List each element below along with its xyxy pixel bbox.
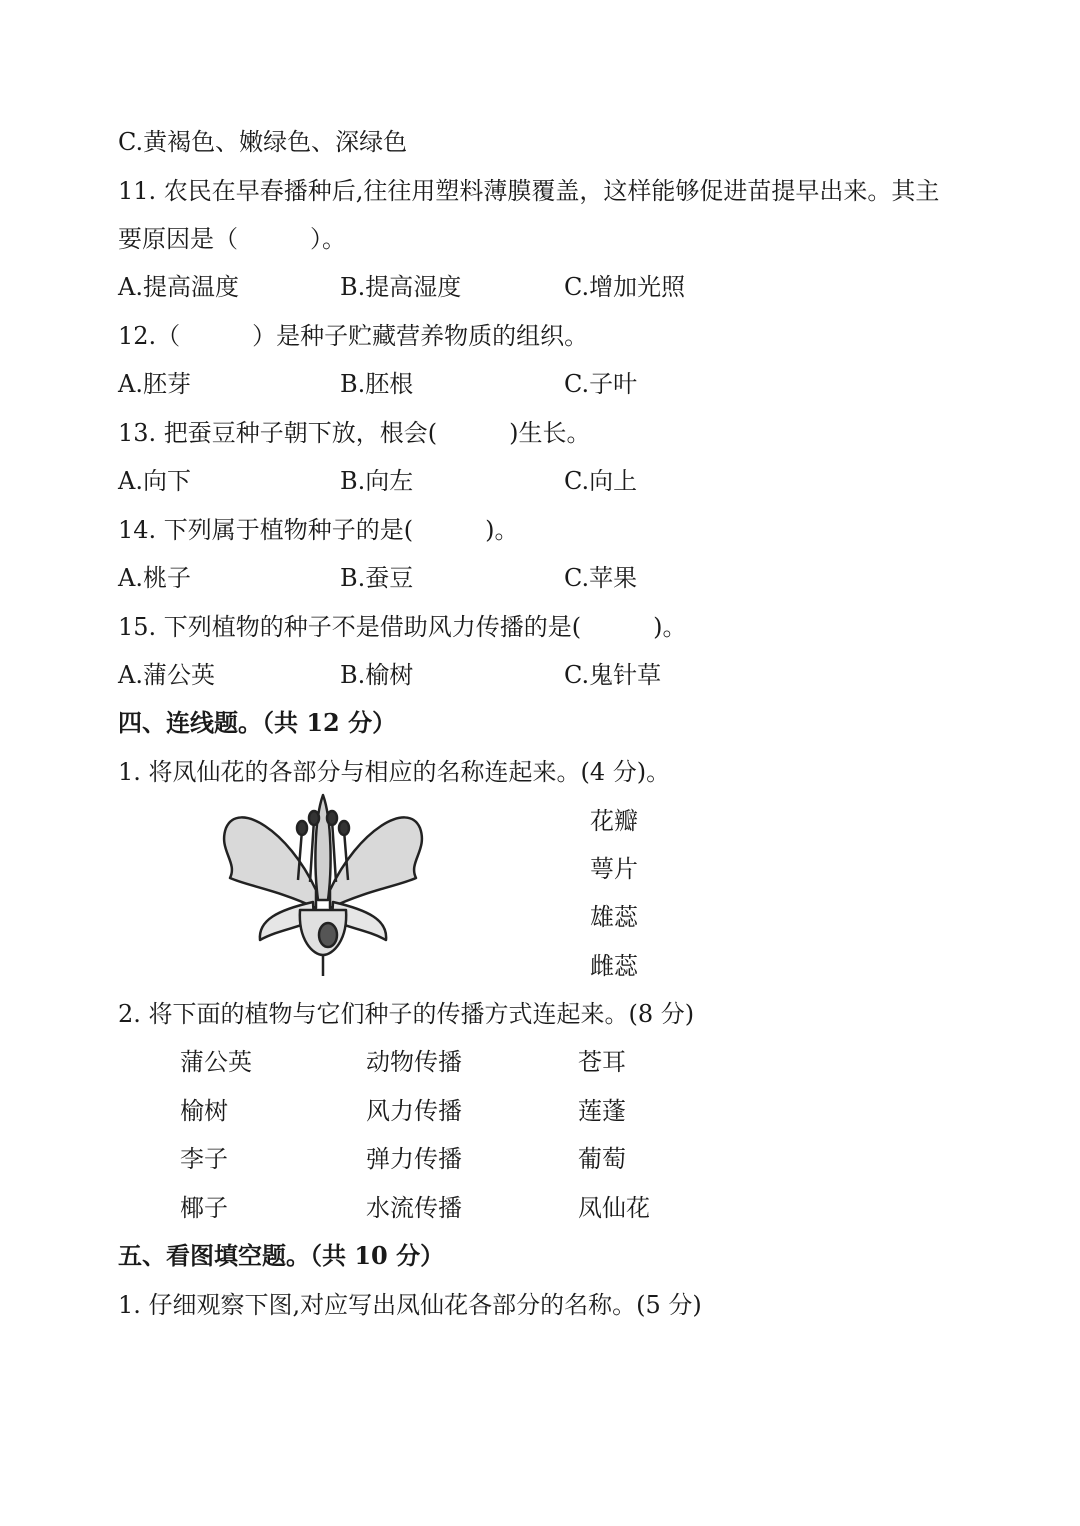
q12-stem: 12.（ ）是种子贮藏营养物质的组织。 [118, 322, 589, 350]
plant-item-right: 莲蓬 [578, 1097, 626, 1125]
q12-option-b: B.胚根 [340, 370, 414, 398]
q15-stem: 15. 下列植物的种子不是借助风力传播的是( )。 [118, 613, 687, 641]
dispersal-method-item: 弹力传播 [366, 1145, 462, 1173]
q14-option-a: A.桃子 [118, 564, 191, 592]
q11-stem-line2: 要原因是（ ）。 [118, 225, 346, 253]
flower-label-sepal: 萼片 [590, 855, 638, 883]
q11-option-b: B.提高湿度 [340, 273, 462, 301]
section4-q1: 1. 将凤仙花的各部分与相应的名称连起来。(4 分)。 [118, 758, 671, 786]
q15-option-a: A.蒲公英 [118, 661, 215, 689]
section5-title: 五、看图填空题。（共 10 分） [118, 1241, 445, 1270]
flower-label-pistil: 雌蕊 [590, 952, 638, 980]
section4-title: 四、连线题。（共 12 分） [118, 708, 397, 737]
q15-option-b: B.榆树 [340, 661, 414, 689]
q14-option-c: C.苹果 [564, 564, 638, 592]
q14-option-b: B.蚕豆 [340, 564, 414, 592]
q12-option-c: C.子叶 [564, 370, 638, 398]
plant-item-right: 葡萄 [578, 1145, 626, 1173]
plant-item: 椰子 [180, 1194, 228, 1222]
flower-label-stamen: 雄蕊 [590, 903, 638, 931]
q12-option-a: A.胚芽 [118, 370, 191, 398]
dispersal-method-item: 水流传播 [366, 1194, 462, 1222]
plant-item: 李子 [180, 1145, 228, 1173]
dispersal-method-item: 风力传播 [366, 1097, 462, 1125]
q14-stem: 14. 下列属于植物种子的是( )。 [118, 516, 519, 544]
q11-stem-line1: 11. 农民在早春播种后,往往用塑料薄膜覆盖，这样能够促进苗提早出来。其主 [118, 177, 940, 205]
flower-label-petal: 花瓣 [590, 807, 638, 835]
plant-item-right: 苍耳 [578, 1048, 626, 1076]
section5-q1: 1. 仔细观察下图,对应写出凤仙花各部分的名称。(5 分) [118, 1291, 702, 1319]
plant-item-right: 凤仙花 [578, 1194, 650, 1222]
plant-item: 蒲公英 [180, 1048, 252, 1076]
q11-option-c: C.增加光照 [564, 273, 686, 301]
q11-option-a: A.提高温度 [118, 273, 239, 301]
q10-option-c: C.黄褐色、嫩绿色、深绿色 [118, 128, 408, 156]
q13-stem: 13. 把蚕豆种子朝下放，根会( )生长。 [118, 419, 591, 447]
q13-option-a: A.向下 [118, 467, 191, 495]
impatiens-flower-illustration [218, 790, 428, 980]
q13-option-b: B.向左 [340, 467, 414, 495]
section4-q2: 2. 将下面的植物与它们种子的传播方式连起来。(8 分) [118, 1000, 695, 1028]
dispersal-method-item: 动物传播 [366, 1048, 462, 1076]
plant-item: 榆树 [180, 1097, 228, 1125]
q13-option-c: C.向上 [564, 467, 638, 495]
q15-option-c: C.鬼针草 [564, 661, 662, 689]
